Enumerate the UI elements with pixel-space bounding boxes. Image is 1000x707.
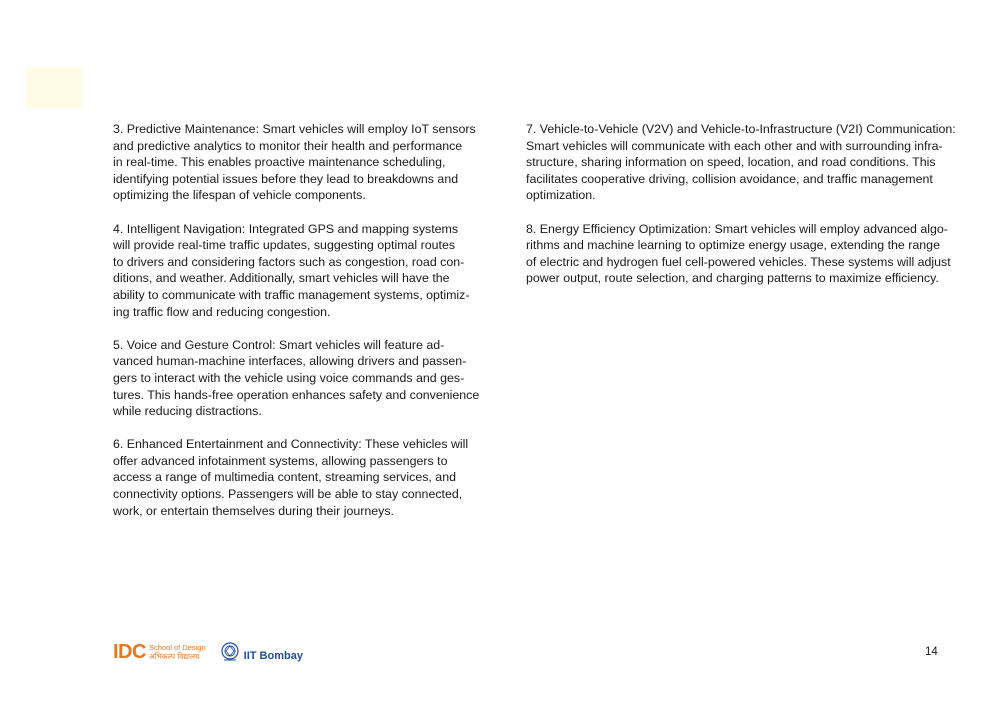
text-line: 5. Voice and Gesture Control: Smart vehicles will feature ad-	[113, 337, 445, 352]
text-line: 3. Predictive Maintenance: Smart vehicles will employ IoT sensors	[113, 122, 476, 136]
text-line: vanced human-machine interfaces, allowing drivers and passen-	[113, 354, 467, 369]
corner-highlight-block	[26, 67, 82, 109]
text-line: facilitates cooperative driving, collision avoidance, and traffic management	[526, 171, 933, 186]
idc-school-name-english: School of Design	[148, 643, 206, 652]
text-line: 6. Enhanced Entertainment and Connectivity: These vehicles will	[113, 437, 469, 452]
text-line: offer advanced infotainment systems, allowing passengers to	[113, 453, 448, 468]
paragraph-intelligent-navigation	[113, 221, 479, 321]
text-line: ing traffic flow and reducing congestion.	[113, 304, 331, 319]
paragraph-predictive-maintenance	[113, 121, 479, 204]
text-line: of electric and hydrogen fuel cell-powered vehicles. These systems will adjust	[526, 254, 951, 269]
text-line: structure, sharing information on speed, location, and road conditions. This	[526, 155, 936, 170]
text-line: rithms and machine learning to optimize energy usage, extending the range	[526, 238, 940, 253]
paragraph-v2v-v2i-communication	[526, 121, 958, 204]
left-column	[113, 121, 479, 536]
paragraph-energy-efficiency	[526, 221, 958, 287]
footer-logos	[113, 641, 303, 663]
text-line: power output, route selection, and charging patterns to maximize efficiency.	[526, 271, 939, 286]
text-line: access a range of multimedia content, streaming services, and	[113, 470, 456, 485]
idc-logo: IDC	[113, 641, 146, 663]
text-line: optimizing the lifespan of vehicle components.	[113, 188, 366, 203]
text-line: in real-time. This enables proactive maintenance scheduling,	[113, 155, 446, 170]
text-line: identifying potential issues before they lead to breakdowns and	[113, 171, 459, 186]
idc-school-name-hindi: अभिकल्प विद्यालय	[148, 652, 200, 661]
text-line: gers to interact with the vehicle using voice commands and ges-	[113, 370, 465, 385]
text-line: and predictive analytics to monitor their health and performance	[113, 138, 463, 153]
text-line: connectivity options. Passengers will be able to stay connected,	[113, 487, 463, 502]
text-line: work, or entertain themselves during their journeys.	[113, 503, 394, 518]
text-line: 4. Intelligent Navigation: Integrated GPS and mapping systems	[113, 221, 459, 236]
idc-school-name	[149, 643, 206, 661]
text-line: tures. This hands-free operation enhances safety and convenience	[113, 387, 480, 402]
text-line: Smart vehicles will communicate with each other and with surrounding infra-	[526, 138, 943, 153]
text-line: 8. Energy Efficiency Optimization: Smart vehicles will employ advanced algo-	[526, 221, 948, 236]
paragraph-entertainment-connectivity	[113, 436, 479, 519]
iit-emblem-icon	[220, 641, 240, 663]
text-line: ditions, and weather. Additionally, smart vehicles will have the	[113, 271, 450, 286]
paragraph-voice-gesture-control	[113, 337, 479, 420]
text-line: 7. Vehicle-to-Vehicle (V2V) and Vehicle-to-Infrastructure (V2I) Communication:	[526, 122, 956, 136]
text-line: will provide real-time traffic updates, suggesting optimal routes	[113, 238, 456, 253]
iit-bombay-name: IIT Bombay	[243, 650, 303, 662]
page-number: 14	[925, 646, 938, 658]
right-column	[526, 121, 958, 304]
text-line: to drivers and considering factors such as congestion, road con-	[113, 254, 465, 269]
text-line: optimization.	[526, 188, 596, 203]
text-line: ability to communicate with traffic management systems, optimiz-	[113, 287, 470, 302]
text-line: while reducing distractions.	[113, 404, 262, 419]
